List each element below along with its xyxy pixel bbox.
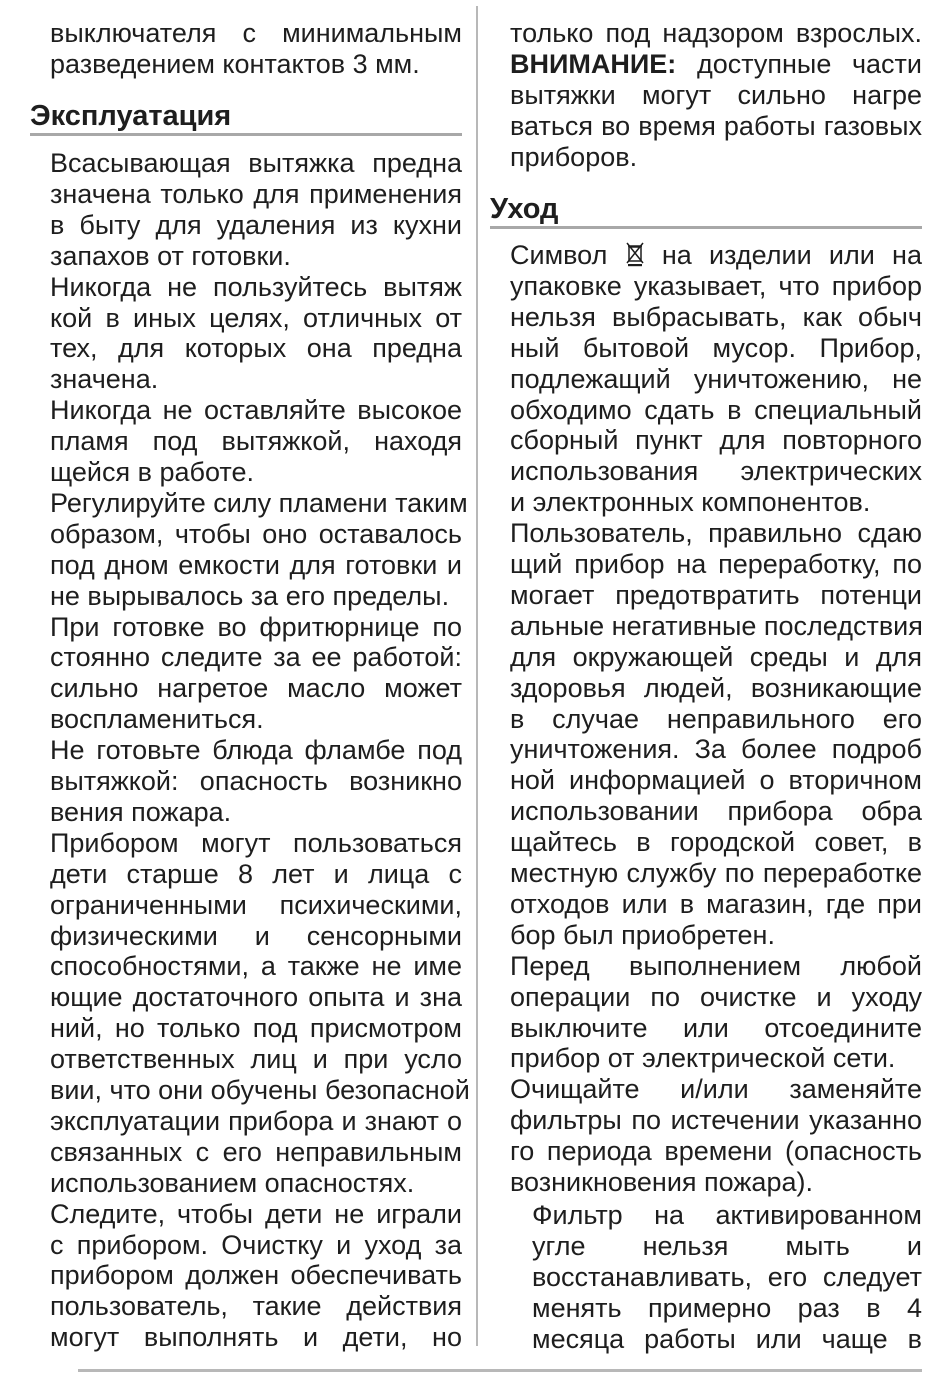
text-line: Всасывающая вытяжка предна — [50, 148, 462, 178]
text-line: в быту для удаления из кухни — [50, 209, 462, 240]
text-line: связанных с его неправильным — [50, 1136, 462, 1167]
text-line: способностями, а также не име — [50, 951, 462, 982]
text-line: Пользователь, правильно сдаю — [510, 518, 922, 549]
text-line: приборов. — [510, 141, 638, 172]
text-line: стоянно следите за ее работой: — [50, 642, 462, 673]
text-line: щайтесь в городской совет, в — [510, 827, 922, 858]
text-line: альные негативные последствия — [510, 610, 923, 641]
text-line: с прибором. Очистку и уход за — [50, 1229, 462, 1260]
text-line: использованием опасностях. — [50, 1167, 415, 1198]
text-line: тех, для которых она предна — [50, 333, 462, 364]
text-line: использовании прибора обра — [510, 796, 922, 827]
text-line: пламя под вытяжкой, находя — [50, 426, 462, 457]
text-line: запахов от готовки. — [50, 240, 291, 271]
text-line: Никогда не оставляйте высокое — [50, 395, 462, 426]
text-line: ний, но только под присмотром — [50, 1013, 462, 1044]
symbol-text-prefix: Символ — [510, 240, 625, 270]
text-line: Фильтр на активированном — [532, 1199, 922, 1230]
text-line: кой в иных целях, отличных от — [50, 302, 462, 333]
text-line: Перед выполнением любой — [510, 950, 922, 981]
text-line: При готовке во фритюрнице по — [50, 611, 462, 642]
heading-underline — [490, 226, 922, 229]
text-line: менять примерно раз в 4 — [532, 1292, 922, 1323]
text-line: прибор от электрической сети. — [510, 1043, 896, 1074]
text-line: го периода времени (опасность — [510, 1136, 922, 1167]
text-line: воспламениться. — [50, 704, 264, 735]
text-line: не вырывалось за его пределы. — [50, 580, 450, 611]
crossed-out-bin-icon — [625, 241, 645, 273]
text-line: вытяжки могут сильно нагре — [510, 79, 922, 110]
text-line: могает предотвратить потенци — [510, 579, 922, 610]
text-line: выключите или отсоедините — [510, 1012, 922, 1043]
column-divider — [476, 6, 478, 1346]
text-line: использования электрических — [510, 456, 922, 487]
text-line: под дном емкости для готовки и — [50, 549, 462, 580]
section-heading-operation: Эксплуатация — [30, 100, 232, 132]
text-line: упаковке указывает, что прибор — [510, 270, 922, 301]
text-line: восстанавливать, его следует — [532, 1261, 922, 1292]
warning-label: ВНИМАНИЕ: — [510, 48, 677, 79]
text-line: здоровья людей, возникающие — [510, 672, 922, 703]
text-line: ющие достаточного опыта и зна — [50, 982, 462, 1013]
text-line: значена только для применения — [50, 178, 462, 209]
text-line: только под надзором взрослых. — [510, 18, 922, 48]
symbol-text-suffix: на изделии или на — [644, 240, 922, 270]
text-line: Очищайте и/или заменяйте — [510, 1074, 922, 1105]
text-line: ной информацией о вторичном — [510, 765, 922, 796]
text-line: ный бытовой мусор. Прибор, — [510, 332, 922, 363]
warning-text: доступные части — [676, 48, 922, 79]
warning-line — [510, 49, 922, 79]
text-line: местную службу по переработке — [510, 858, 922, 888]
section-heading-care: Уход — [490, 193, 559, 225]
text-line: выключателя с минимальным — [50, 18, 462, 48]
text-line: Не готовьте блюда фламбе под — [50, 735, 462, 766]
text-line: значена. — [50, 364, 159, 395]
text-line: и электронных компонентов. — [510, 487, 871, 518]
text-line: вытяжкой: опасность возникно — [50, 766, 462, 796]
text-line: Никогда не пользуйтесь вытяж — [50, 271, 462, 302]
text-line: ограниченными психическими, — [50, 889, 462, 920]
text-line: вения пожара. — [50, 796, 232, 827]
text-line: угле нельзя мыть и — [532, 1230, 922, 1261]
text-line: разведением контактов 3 мм. — [50, 48, 420, 79]
text-line: щий прибор на переработку, по — [510, 549, 922, 579]
text-line: сборный пункт для повторного — [510, 425, 922, 456]
text-line: щейся в работе. — [50, 457, 254, 487]
text-line: фильтры по истечении указанно — [510, 1105, 922, 1136]
text-line: ответственных лиц и при усло — [50, 1044, 462, 1075]
text-line: Регулируйте силу пламени таким — [50, 487, 468, 518]
text-line: физическими и сенсорными — [50, 920, 462, 951]
text-line: эксплуатации прибора и знают о — [50, 1105, 462, 1136]
text-line: образом, чтобы оно оставалось — [50, 518, 462, 549]
text-line: отходов или в магазин, где при — [510, 888, 922, 919]
symbol-line — [510, 240, 922, 270]
text-line: Следите, чтобы дети не играли — [50, 1198, 462, 1229]
text-line: возникновения пожара). — [510, 1167, 813, 1197]
text-line: могут выполнять и дети, но — [50, 1322, 462, 1353]
text-line: сильно нагретое масло может — [50, 673, 462, 704]
text-line: обходимо сдать в специальный — [510, 394, 922, 425]
text-line: дети старше 8 лет и лица с — [50, 858, 462, 889]
text-line: Прибором могут пользоваться — [50, 827, 462, 858]
text-line: прибором должен обеспечивать — [50, 1260, 462, 1291]
text-line: месяца работы или чаще в — [532, 1323, 922, 1354]
text-line: в случае неправильного его — [510, 703, 922, 734]
text-line: нельзя выбрасывать, как обыч — [510, 301, 922, 332]
text-line: бор был приобретен. — [510, 919, 775, 950]
text-line: уничтожения. За более подроб — [510, 734, 922, 765]
heading-underline — [30, 133, 462, 136]
text-line: вии, что они обучены безопасной — [50, 1075, 470, 1105]
text-line: пользователь, такие действия — [50, 1291, 462, 1322]
text-line: операции по очистке и уходу — [510, 981, 922, 1012]
text-line: подлежащий уничтожению, не — [510, 363, 922, 394]
text-line: для окружающей среды и для — [510, 641, 922, 672]
text-line: ваться во время работы газовых — [510, 110, 922, 141]
bottom-rule — [78, 1369, 922, 1372]
